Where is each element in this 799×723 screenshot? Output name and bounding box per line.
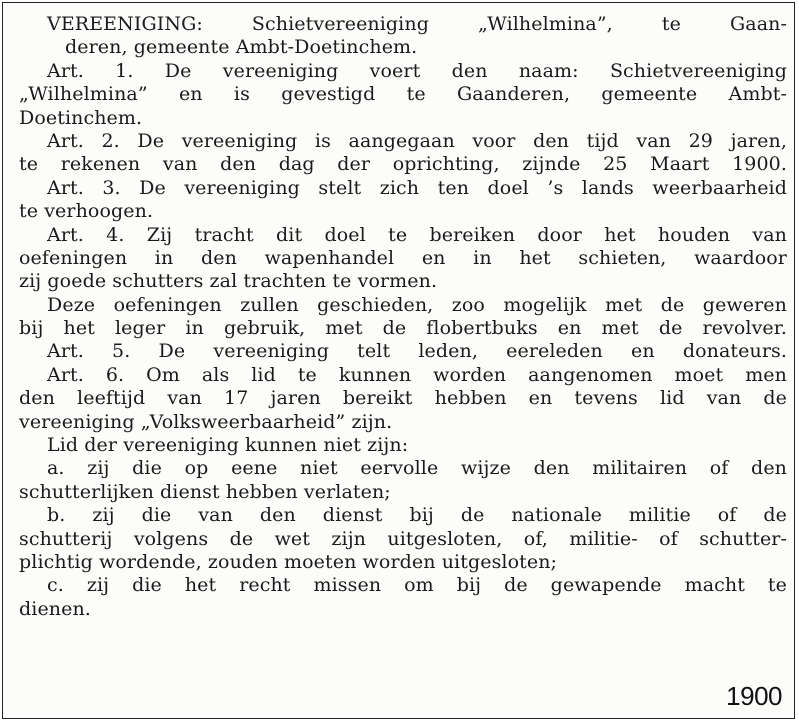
doc-line: schutterij volgens de wet zijn uitgesloten, of, militie- of schutter- xyxy=(19,527,787,550)
year-label: 1900 xyxy=(726,681,782,711)
doc-line: schutterlijken dienst hebben verlaten; xyxy=(19,480,391,503)
doc-line-heading-1: VEREENIGING: Schietvereeniging „Wilhelmina”, te Gaan- xyxy=(47,13,787,35)
document-frame xyxy=(2,2,795,719)
doc-line: Art. 4. Zij tracht dit doel te bereiken door het houden van xyxy=(47,223,787,246)
document-text xyxy=(19,13,787,621)
doc-line: Lid der vereeniging kunnen niet zijn: xyxy=(47,434,409,457)
doc-line: zij goede schutters zal trachten te vormen. xyxy=(19,270,438,293)
doc-line: Art. 2. De vereeniging is aangegaan voor den tijd van 29 jaren, xyxy=(47,129,787,152)
doc-line: plichtig wordende, zouden moeten worden uitgesloten; xyxy=(19,550,558,573)
doc-line: Art. 3. De vereeniging stelt zich ten doel ’s lands weerbaarheid xyxy=(47,176,787,199)
doc-line: „Wilhelmina” en is gevestigd te Gaanderen, gemeente Ambt- xyxy=(19,83,787,106)
doc-line: Doetinchem. xyxy=(19,106,143,129)
doc-line: te rekenen van den dag der oprichting, zijnde 25 Maart 1900. xyxy=(19,153,787,176)
doc-line: oefeningen in den wapenhandel en in het schieten, waardoor xyxy=(19,246,787,269)
doc-line: Art. 5. De vereeniging telt leden, eereleden en donateurs. xyxy=(47,340,787,363)
doc-line: vereeniging „Volksweerbaarheid” zijn. xyxy=(19,410,393,433)
doc-line: b. zij die van den dienst bij de nationale militie of de xyxy=(47,504,787,527)
doc-line-heading-2: deren, gemeente Ambt-Doetinchem. xyxy=(65,36,418,59)
doc-line: bij het leger in gebruik, met de flobertbuks en met de revolver. xyxy=(19,317,787,340)
doc-line: te verhoogen. xyxy=(19,200,154,223)
doc-line: c. zij die het recht missen om bij de gewapende macht te xyxy=(47,574,787,597)
doc-line: Art. 1. De vereeniging voert den naam: Schietvereeniging xyxy=(47,59,787,82)
doc-line: Deze oefeningen zullen geschieden, zoo mogelijk met de geweren xyxy=(47,293,787,316)
doc-line: dienen. xyxy=(19,597,91,620)
doc-line: Art. 6. Om als lid te kunnen worden aangenomen moet men xyxy=(47,363,787,386)
doc-line: a. zij die op eene niet eervolle wijze den militairen of den xyxy=(47,457,787,480)
doc-line: den leeftijd van 17 jaren bereikt hebben en tevens lid van de xyxy=(19,387,787,410)
